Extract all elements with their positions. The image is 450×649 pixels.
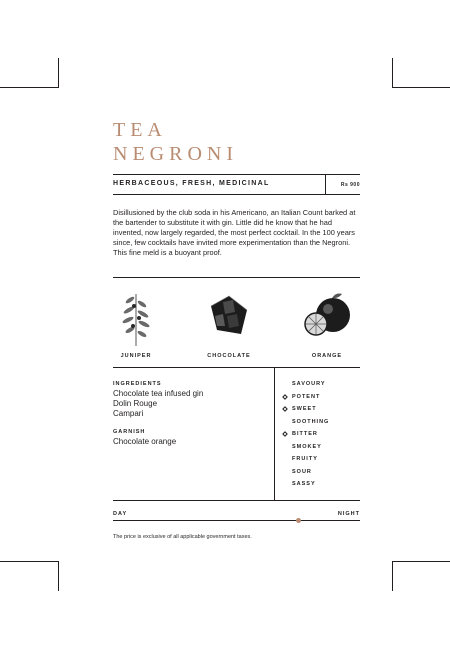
divider [113,500,360,501]
profile-label: SWEET [292,406,317,412]
day-night-track [113,520,360,521]
orange-icon [302,290,354,342]
profile-label: SOOTHING [292,418,330,425]
divider [325,174,326,194]
profile-item-sweet [282,406,329,419]
divider [113,174,360,175]
crop-mark [58,561,59,591]
profile-item-sour [282,469,329,482]
title-line-2: NEGRONI [113,143,238,165]
crop-mark [392,561,393,591]
ingredients-heading: INGREDIENTS [113,381,162,387]
garnish-heading: GARNISH [113,429,146,435]
profile-item-sassy [282,481,329,494]
featured-label-orange: ORANGE [311,353,343,359]
flavor-profile [282,381,329,494]
profile-label: FRUITY [292,456,318,462]
crop-mark [392,58,393,88]
garnish-list [113,437,176,447]
divider [274,367,275,500]
description-text: Disillusioned by the club soda in his Americano, an Italian Count barked at the bartender to substitute it with gin. Little did he know that he had invented, now largely regarded, the most perfect cocktail. In the 100 years since, few cocktails have invited more experimentation than the Negroni. This fine meld is a buoyant proof. [113,208,356,257]
profile-label: POTENT [292,393,321,400]
profile-item-smokey [282,444,329,457]
profile-label: BITTER [292,431,318,437]
ingredients-list [113,389,203,419]
divider [113,367,360,368]
page-title [113,118,238,166]
day-night-marker [296,518,301,523]
profile-item-potent [282,394,329,407]
crop-mark [58,58,59,88]
list-item: Campari [113,409,144,418]
flavor-headline: HERBACEOUS, FRESH, MEDICINAL [113,180,270,187]
featured-label-juniper: JUNIPER [120,353,152,359]
profile-label: SMOKEY [292,443,322,450]
profile-item-soothing [282,419,329,432]
diamond-icon [282,431,288,437]
profile-item-bitter [282,431,329,444]
profile-label: SOUR [292,468,312,475]
slider-label-day: DAY [113,511,128,517]
profile-item-savoury [282,381,329,394]
chocolate-icon [203,290,253,340]
juniper-icon [116,290,156,346]
title-line-1: TEA [113,119,167,141]
crop-mark [392,561,450,562]
profile-label: SAVOURY [292,381,326,387]
slider-label-night: NIGHT [337,511,360,517]
price-label: Rs 900 [340,182,360,188]
diamond-icon [282,394,288,400]
featured-label-chocolate: CHOCOLATE [207,353,251,359]
list-item: Chocolate tea infused gin [113,389,204,398]
diamond-icon [282,406,288,412]
crop-mark [392,87,450,88]
tax-note: The price is exclusive of all applicable government taxes. [113,534,252,540]
profile-label: SASSY [292,481,316,487]
divider [113,194,360,195]
profile-item-fruity [282,456,329,469]
divider [113,277,360,278]
crop-mark [0,87,58,88]
crop-mark [0,561,58,562]
list-item: Chocolate orange [113,437,177,446]
list-item: Dolin Rouge [113,399,158,408]
